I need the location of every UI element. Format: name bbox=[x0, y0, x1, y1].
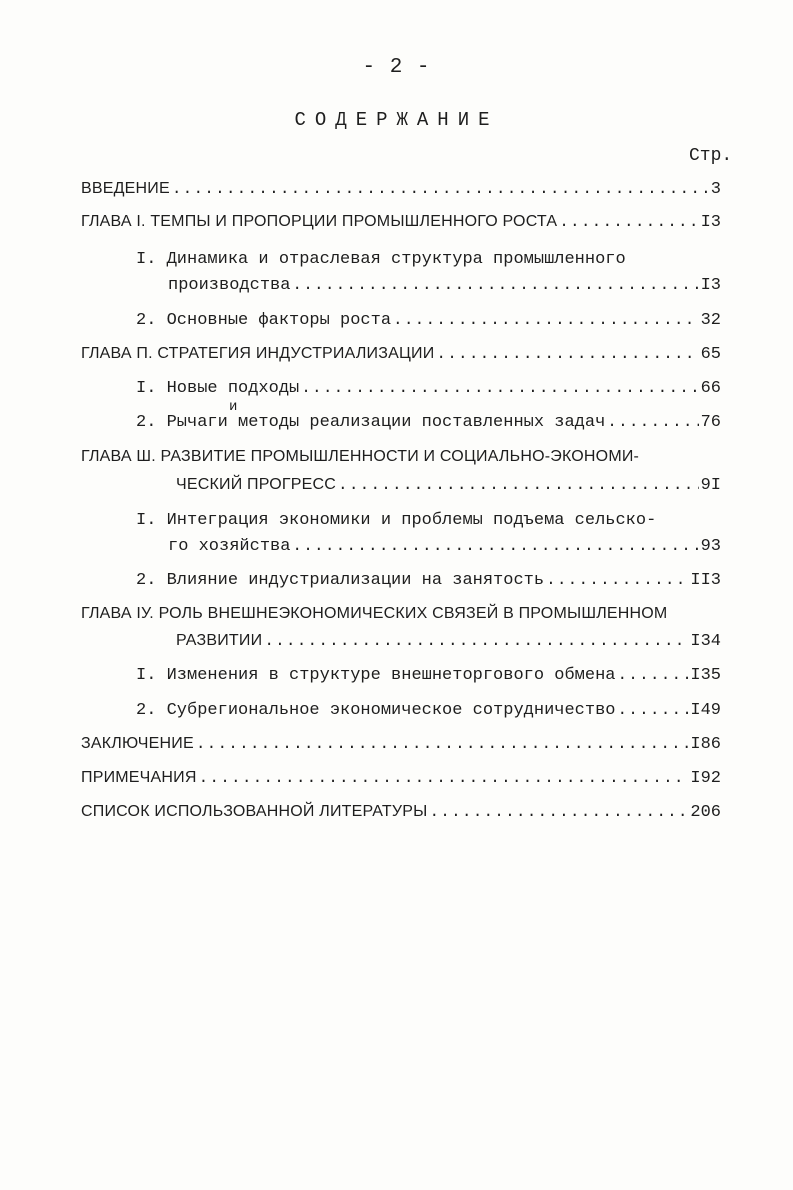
toc-leader-dots bbox=[617, 666, 688, 684]
toc-entry-bibliography bbox=[81, 803, 721, 827]
toc-entry-page: I3 bbox=[700, 276, 721, 295]
toc-entry-page: 206 bbox=[690, 803, 721, 822]
toc-entry-text: ПРИМЕЧАНИЯ bbox=[81, 769, 197, 786]
toc-entry-page: I92 bbox=[690, 769, 721, 788]
toc-entry-page: 65 bbox=[700, 345, 721, 364]
toc-entry-page: 9I bbox=[700, 476, 721, 495]
toc-entry-text: ВВЕДЕНИЕ bbox=[81, 180, 170, 197]
toc-leader-dots bbox=[559, 213, 698, 231]
toc-entry-section-2-1 bbox=[136, 379, 721, 403]
toc-entry-page: 3 bbox=[710, 180, 721, 199]
toc-entry-introduction bbox=[81, 180, 721, 204]
toc-entry-page: II3 bbox=[690, 571, 721, 590]
toc-entry-text: ГЛАВА Ш. РАЗВИТИЕ ПРОМЫШЛЕННОСТИ И СОЦИАЛЬНО-ЭКОНОМИ- bbox=[81, 448, 640, 465]
toc-entry-text: I. Новые подходы bbox=[136, 379, 300, 398]
toc-entry-section-1-1 bbox=[168, 276, 721, 300]
toc-entry-chapter-2 bbox=[81, 345, 721, 369]
toc-entry-text: ГЛАВА П. СТРАТЕГИЯ ИНДУСТРИАЛИЗАЦИИ bbox=[81, 345, 435, 362]
toc-entry-page: 93 bbox=[700, 537, 721, 556]
toc-leader-dots bbox=[292, 537, 698, 555]
toc-leader-dots bbox=[607, 413, 698, 431]
toc-leader-dots bbox=[338, 476, 699, 494]
toc-entry-text: ЗАКЛЮЧЕНИЕ bbox=[81, 735, 194, 752]
toc-leader-dots bbox=[436, 345, 698, 363]
toc-entry-page: I49 bbox=[690, 701, 721, 720]
toc-leader-dots bbox=[393, 311, 699, 329]
toc-leader-dots bbox=[196, 735, 689, 753]
toc-entry-continuation: РАЗВИТИИ bbox=[176, 632, 263, 649]
page-column-label: Стр. bbox=[689, 146, 733, 166]
toc-entry-notes bbox=[81, 769, 721, 793]
toc-leader-dots bbox=[430, 803, 689, 821]
toc-entry-text: СПИСОК ИСПОЛЬЗОВАННОЙ ЛИТЕРАТУРЫ bbox=[81, 803, 428, 820]
toc-entry-section-3-2 bbox=[136, 571, 721, 595]
toc-entry-page: 32 bbox=[700, 311, 721, 330]
toc-leader-dots bbox=[199, 769, 689, 787]
toc-entry-text: 2. Субрегиональное экономическое сотрудничество bbox=[136, 701, 616, 720]
toc-leader-dots bbox=[617, 701, 688, 719]
toc-entry-text: 2. Влияние индустриализации на занятость bbox=[136, 571, 545, 590]
toc-leader-dots bbox=[172, 180, 709, 198]
toc-entry-text: I. Интеграция экономики и проблемы подъема сельско- bbox=[136, 511, 657, 530]
toc-entry-chapter-1 bbox=[81, 213, 721, 237]
toc-entry-page: I35 bbox=[690, 666, 721, 685]
toc-entry-chapter-3 bbox=[176, 476, 721, 500]
toc-entry-section-4-1 bbox=[136, 666, 721, 690]
toc-entry-section-1-2 bbox=[136, 311, 721, 335]
toc-entry-page: 76 bbox=[700, 413, 721, 432]
toc-leader-dots bbox=[292, 276, 698, 294]
toc-entry-text: I. Динамика и отраслевая структура промышленного bbox=[136, 250, 626, 269]
toc-entry-text: ГЛАВА IУ. РОЛЬ ВНЕШНЕЭКОНОМИЧЕСКИХ СВЯЗЕЙ В ПРОМЫШЛЕННОМ bbox=[81, 605, 668, 622]
toc-entry-conclusion bbox=[81, 735, 721, 759]
toc-entry-continuation: производства bbox=[168, 276, 291, 295]
toc-entry-section-2-2 bbox=[136, 413, 721, 437]
toc-entry-continuation: ЧЕСКИЙ ПРОГРЕСС bbox=[176, 476, 337, 493]
page-title: СОДЕРЖАНИЕ bbox=[294, 109, 499, 131]
toc-entry-text: 2. Рычаги методы реализации поставленных задач bbox=[136, 413, 606, 432]
toc-entry-page: I86 bbox=[690, 735, 721, 754]
toc-entry-page: I34 bbox=[690, 632, 721, 651]
page-number: - 2 - bbox=[362, 56, 431, 79]
toc-leader-dots bbox=[301, 379, 698, 397]
toc-entry-text: 2. Основные факторы роста bbox=[136, 311, 392, 330]
toc-leader-dots bbox=[264, 632, 688, 650]
toc-entry-text: ГЛАВА I. ТЕМПЫ И ПРОПОРЦИИ ПРОМЫШЛЕННОГО РОСТА bbox=[81, 213, 558, 230]
handwritten-insertion: и bbox=[229, 399, 238, 415]
toc-entry-continuation: го хозяйства bbox=[168, 537, 291, 556]
toc-leader-dots bbox=[546, 571, 688, 589]
toc-entry-text: I. Изменения в структуре внешнеторгового обмена bbox=[136, 666, 616, 685]
toc-entry-section-4-2 bbox=[136, 701, 721, 725]
toc-entry-page: I3 bbox=[700, 213, 721, 232]
toc-entry-page: 66 bbox=[700, 379, 721, 398]
toc-entry-section-3-1 bbox=[168, 537, 721, 561]
toc-entry-chapter-4 bbox=[176, 632, 721, 656]
